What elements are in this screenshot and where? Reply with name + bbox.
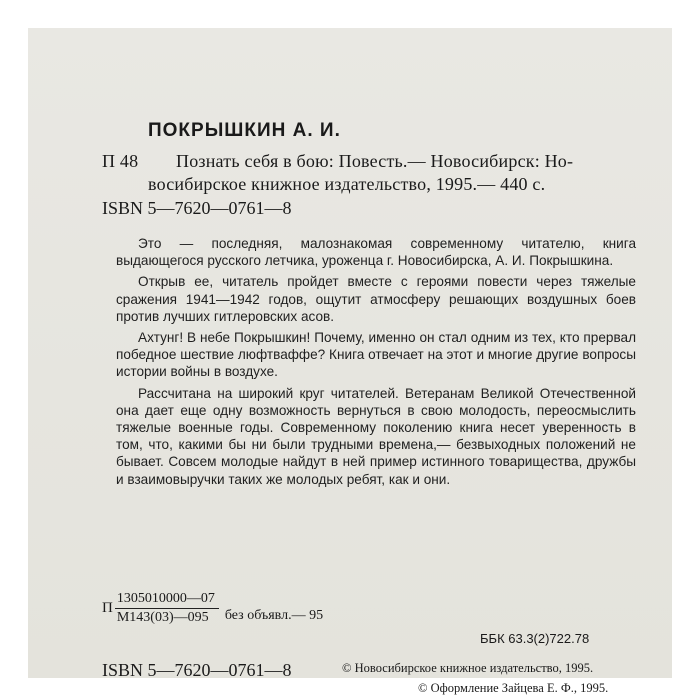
annotation-paragraph: Рассчитана на широкий круг читателей. Ветеранам Великой Отечественной она дает еще одну возможность вернуться в свою молодость, переосмыслить тяжелые военные годы. Современному поколению книга несет уверенность в том, что, какими бы ни были трудными времена,— безвыходных положений не бывает. Совсем молодые найдут в ней пример истинного товарищества, дружбы и взаимовыручки таких же молодых ребят, как и они. <box>116 385 636 487</box>
bbk-code: ББК 63.3(2)722.78 <box>480 631 590 646</box>
catalog-index <box>102 591 323 626</box>
author-name: ПОКРЫШКИН А. И. <box>148 120 341 141</box>
catalog-index-note: без объявл.— 95 <box>224 607 324 623</box>
annotation-paragraph: Ахтунг! В небе Покрышкин! Почему, именно он стал одним из тех, кто прервал победное шествие люфтваффе? Книга отвечает на этот и многие другие вопросы истории войны в воздухе. <box>116 330 636 380</box>
library-code: П 48 <box>102 151 139 171</box>
copyright-design: © Оформление Зайцева Е. Ф., 1995. <box>418 681 609 695</box>
isbn-top: ISBN 5—7620—0761—8 <box>102 198 292 218</box>
isbn-bottom: ISBN 5—7620—0761—8 <box>102 660 292 680</box>
copyright-publisher: © Новосибирское книжное издательство, 1995. <box>342 661 594 675</box>
book-page <box>28 28 672 695</box>
catalog-index-denominator: М143(03)—095 <box>116 610 209 625</box>
catalog-index-fraction <box>115 591 219 626</box>
catalog-index-numerator: 1305010000—07 <box>115 591 219 609</box>
annotation <box>116 235 636 488</box>
annotation-paragraph: Открыв ее, читатель пройдет вместе с героями повести через тяжелые сражения 1941—1942 годов, ощутит атмосферу решающих воздушных боев против лучших гитлеровских асов. <box>116 274 636 324</box>
bibliographic-description-line1: Познать себя в бою: Повесть.— Новосибирск: Но- <box>176 151 574 171</box>
bibliographic-description-line2: восибирское книжное издательство, 1995.— 440 с. <box>148 174 546 194</box>
annotation-paragraph: Это — последняя, малознакомая современному читателю, книга выдающегося русского летчика, уроженца г. Новосибирска, А. И. Покрышкина. <box>116 236 636 269</box>
catalog-index-prefix: П <box>102 600 113 616</box>
